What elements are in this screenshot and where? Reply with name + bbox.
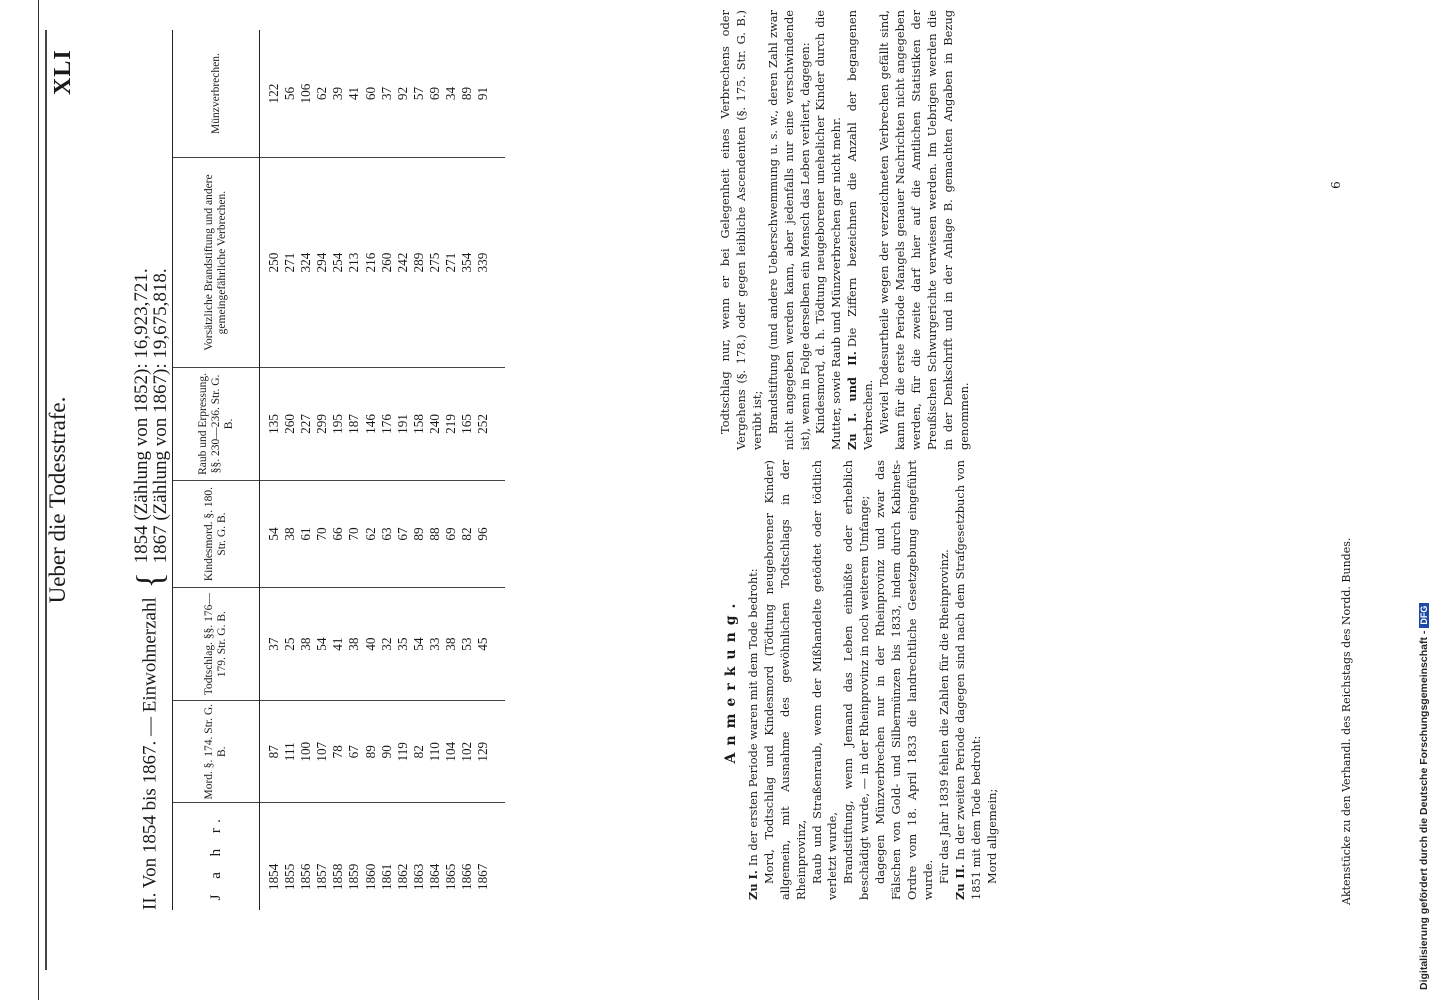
value-cell: 40	[363, 588, 379, 701]
value-cell: 38	[346, 588, 362, 701]
note-paragraph	[766, 10, 814, 450]
year-cell: 1854	[266, 863, 281, 890]
page-number: XLI	[50, 49, 76, 95]
value-cell: 54	[314, 588, 330, 701]
note-text: In der ersten Periode waren mit dem Tode bedroht:	[745, 568, 760, 867]
value-cell: 146	[363, 368, 379, 481]
table-row	[330, 30, 346, 910]
table-row	[411, 30, 427, 910]
value-cell: 176	[379, 368, 395, 481]
value-cell: 219	[443, 368, 459, 481]
notes-left-column	[718, 460, 1000, 900]
table-row	[395, 30, 411, 910]
value-cell: 67	[395, 480, 411, 588]
year-cell: 1860	[362, 863, 378, 890]
value-cell: 227	[298, 368, 314, 481]
value-cell: 67	[346, 701, 362, 803]
value-cell: 89	[411, 480, 427, 588]
value-cell: 39	[330, 30, 346, 158]
value-cell: 53	[459, 588, 475, 701]
header-year: J a h r.	[173, 803, 260, 910]
notes-left-body	[746, 460, 1001, 900]
value-cell: 54	[411, 588, 427, 701]
section-title	[132, 50, 170, 910]
value-cell: 82	[459, 480, 475, 588]
note-text: Todtschlag nur, wenn er bei Gelegenheit eines Verbrechens oder Vergehens (§. 178.) oder gegen leibliche Ascendenten (§. 175. Str. G. B.) verübt ist;	[718, 10, 764, 450]
footer-source: Aktenstücke zu den Verhandl. des Reichstags des Nordd. Bundes.	[1340, 537, 1353, 905]
value-cell: 191	[395, 368, 411, 481]
year-cell: 1857	[314, 863, 330, 890]
running-head: Ueber die Todesstrafe.	[45, 396, 70, 604]
note-label: Zu II.	[952, 864, 967, 900]
note-label: Zu I.	[745, 870, 760, 900]
table-row	[443, 30, 459, 910]
year-cell: 1865	[443, 863, 459, 890]
note-label: Zu I. und II.	[845, 351, 860, 450]
value-cell: 213	[346, 158, 362, 368]
header-infanticide: Kindesmord. §. 180. Str. G. B.	[173, 480, 260, 588]
note-text: Kindesmord, d. h. Tödtung neugeborener unehelicher Kinder durch die Mutter, sowie Raub und Münzverbrechen gar nicht mehr.	[813, 10, 844, 450]
value-cell: 339	[475, 158, 505, 368]
note-text: Wieviel Todesurtheile wegen der verzeichneten Verbrechen gefällt sind, kann für die erste Periode Mangels genauer Nachrichten nicht angegeben werden, für die zweite darf hier auf die Amtlichen Statistiken der Preußischen Schwurgerichte verwiesen werden. Im Uebrigen werden die in der Denkschrift und in der Anlage B. gemachten Angaben in Bezug genommen.	[877, 10, 971, 450]
value-cell: 54	[260, 480, 283, 588]
header-murder: Mord. §. 174. Str. G. B.	[173, 701, 260, 803]
note-text: Für das Jahr 1839 fehlen die Zahlen für die Rheinprovinz.	[936, 549, 951, 884]
value-cell: 25	[282, 588, 298, 701]
title-text: II. Von 1854 bis 1867. — Einwohnerzahl	[139, 597, 161, 910]
value-cell: 104	[443, 701, 459, 803]
signature-mark: 6	[1328, 181, 1343, 189]
note-text: Mord allgemein;	[984, 788, 999, 884]
table-header-row	[173, 30, 260, 910]
dfg-logo: DFG	[1419, 603, 1429, 628]
value-cell: 165	[459, 368, 475, 481]
value-cell: 158	[411, 368, 427, 481]
value-cell: 271	[443, 158, 459, 368]
header-rule	[38, 0, 39, 1000]
value-cell: 33	[427, 588, 443, 701]
value-cell: 271	[282, 158, 298, 368]
value-cell: 45	[475, 588, 505, 701]
header-coinage: Münzverbrechen.	[173, 30, 260, 158]
value-cell: 250	[260, 158, 283, 368]
value-cell: 107	[314, 701, 330, 803]
value-cell: 61	[298, 480, 314, 588]
value-cell: 62	[314, 30, 330, 158]
value-cell: 254	[330, 158, 346, 368]
value-cell: 69	[443, 480, 459, 588]
value-cell: 37	[379, 30, 395, 158]
value-cell: 56	[282, 30, 298, 158]
note-paragraph	[877, 10, 972, 450]
value-cell: 90	[379, 701, 395, 803]
note-text: dagegen Münzverbrechen nur in der Rheinprovinz und zwar das Fälschen von Gold- und Silbermünzen bis 1833, indem durch Kabinets-Ordre vom 18. April 1833 die landrechtliche Gesetzgebung eingeführt wurde.	[873, 460, 935, 900]
value-cell: 299	[314, 368, 330, 481]
table-row	[282, 30, 298, 910]
value-cell: 66	[330, 480, 346, 588]
value-cell: 106	[298, 30, 314, 158]
year-cell: 1864	[426, 863, 442, 890]
table-row	[379, 30, 395, 910]
note-paragraph	[810, 460, 842, 900]
brace-icon: {	[130, 572, 171, 589]
value-cell: 252	[475, 368, 505, 481]
year-cell: 1861	[378, 863, 394, 890]
value-cell: 240	[427, 368, 443, 481]
note-text: Mord, Todtschlag und Kindesmord (Tödtung neugeborener Kinder) allgemein, mit Ausnahme des gewöhnlichen Todtschlags in der Rheinprovinz,	[761, 460, 808, 900]
table-row	[298, 30, 314, 910]
value-cell: 195	[330, 368, 346, 481]
note-paragraph	[746, 460, 762, 900]
value-cell: 102	[459, 701, 475, 803]
year-cell: 1867	[475, 863, 491, 890]
year-cell: 1856	[298, 863, 314, 890]
year-cell: 1866	[459, 863, 475, 890]
notes-right-body	[718, 10, 973, 450]
value-cell: 354	[459, 158, 475, 368]
note-paragraph	[937, 460, 953, 900]
note-paragraph	[813, 10, 845, 450]
table-row	[475, 30, 505, 910]
value-cell: 82	[411, 701, 427, 803]
header-arson: Vorsätzliche Brandstiftung und andere gemeingefährliche Verbrechen.	[173, 158, 260, 368]
value-cell: 110	[427, 701, 443, 803]
population-1867: 1867 (Zählung von 1867): 19,675,818.	[150, 268, 171, 564]
value-cell: 135	[260, 368, 283, 481]
value-cell: 87	[260, 701, 283, 803]
note-text: Brandstiftung, wenn Jemand das Leben einbüßte oder erheblich beschädigt wurde, — in der Rheinprovinz in noch weiterem Umfange;	[841, 460, 872, 900]
value-cell: 78	[330, 701, 346, 803]
value-cell: 41	[346, 30, 362, 158]
value-cell: 275	[427, 158, 443, 368]
value-cell: 60	[363, 30, 379, 158]
value-cell: 34	[443, 30, 459, 158]
value-cell: 37	[260, 588, 283, 701]
value-cell: 38	[443, 588, 459, 701]
year-cell: 1863	[410, 863, 426, 890]
value-cell: 324	[298, 158, 314, 368]
table-row	[314, 30, 330, 910]
value-cell: 69	[427, 30, 443, 158]
value-cell: 89	[363, 701, 379, 803]
value-cell: 62	[363, 480, 379, 588]
value-cell: 122	[260, 30, 283, 158]
value-cell: 32	[379, 588, 395, 701]
value-cell: 38	[298, 588, 314, 701]
year-cell: 1858	[330, 863, 346, 890]
year-cell: 1855	[282, 863, 298, 890]
value-cell: 187	[346, 368, 362, 481]
note-paragraph	[718, 10, 766, 450]
value-cell: 57	[411, 30, 427, 158]
note-paragraph	[953, 460, 985, 900]
value-cell: 216	[363, 158, 379, 368]
value-cell: 91	[475, 30, 505, 158]
value-cell: 38	[282, 480, 298, 588]
year-cell: 1859	[346, 863, 362, 890]
note-paragraph	[985, 460, 1001, 900]
value-cell: 41	[330, 588, 346, 701]
notes-heading: Anmerkung.	[723, 596, 739, 764]
value-cell: 70	[314, 480, 330, 588]
value-cell: 63	[379, 480, 395, 588]
table-body	[260, 30, 506, 910]
header-manslaughter: Todtschlag. §§. 176—179. Str. G. B.	[173, 588, 260, 701]
value-cell: 100	[298, 701, 314, 803]
table-row	[346, 30, 362, 910]
value-cell: 289	[411, 158, 427, 368]
value-cell: 129	[475, 701, 505, 803]
table-row	[427, 30, 443, 910]
table-row	[260, 30, 283, 910]
header-robbery: Raub und Erpressung. §§. 230—236. Str. G. B.	[173, 368, 260, 481]
value-cell: 242	[395, 158, 411, 368]
value-cell: 260	[379, 158, 395, 368]
value-cell: 70	[346, 480, 362, 588]
note-text: Raub und Straßenraub, wenn der Mißhandelte getödtet oder tödtlich verletzt wurde,	[809, 460, 840, 900]
table-row	[459, 30, 475, 910]
crime-statistics-table	[172, 30, 505, 910]
value-cell: 111	[282, 701, 298, 803]
value-cell: 88	[427, 480, 443, 588]
table-row	[363, 30, 379, 910]
note-paragraph	[841, 460, 873, 900]
note-paragraph	[873, 460, 937, 900]
note-text: Brandstiftung (und andere Ueberschwemmung u. s. w., deren Zahl zwar nicht angegeben werden kann, aber jedenfalls nur eine verschwindende ist), wenn in Folge derselben ein Mensch das Leben verliert, dagegen:	[765, 10, 812, 450]
value-cell: 92	[395, 30, 411, 158]
dfg-watermark	[1418, 10, 1430, 990]
year-cell: 1862	[394, 863, 410, 890]
note-paragraph	[845, 10, 877, 450]
value-cell: 96	[475, 480, 505, 588]
note-text: In der zweiten Periode dagegen sind nach dem Strafgesetzbuch von 1851 mit dem Tode bedroht:	[952, 459, 983, 900]
note-text: Die Ziffern bezeichnen die Anzahl der begangenen Verbrechen.	[845, 10, 876, 450]
notes-right-column	[718, 10, 973, 450]
note-paragraph	[762, 460, 810, 900]
footer	[1340, 305, 1353, 905]
value-cell: 35	[395, 588, 411, 701]
value-cell: 260	[282, 368, 298, 481]
value-cell: 294	[314, 158, 330, 368]
value-cell: 119	[395, 701, 411, 803]
population-1854: 1854 (Zählung von 1852): 16,923,721.	[131, 268, 152, 564]
dfg-text: Digitalisierung gefördert durch die Deutsche Forschungsgemeinschaft -	[1418, 630, 1430, 990]
value-cell: 89	[459, 30, 475, 158]
population-block	[132, 268, 170, 563]
